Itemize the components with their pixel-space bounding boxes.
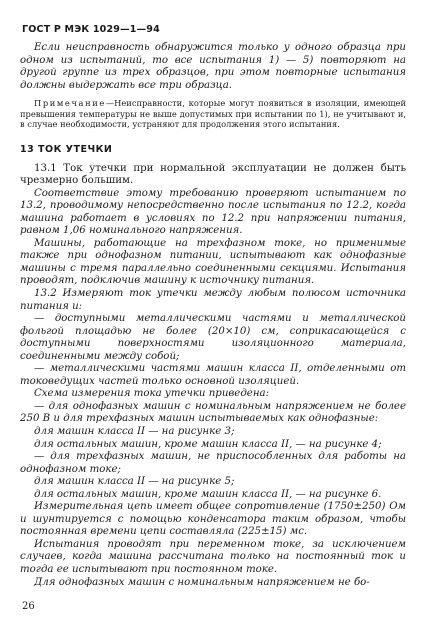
body-paragraph: для остальных машин, кроме машин класса II, — на рисунке 4; [34,438,382,450]
body-paragraph: Схема измерения тока утечки приведена: [34,388,270,400]
intro-paragraph: Если неисправность обнаружится только у одного образца при одном из испытаний, то все испытания 1) — 5) повторяют на другой группе из трех образцов, при этом повторные испытания должны выдержать все три образца. [20,42,406,91]
body-paragraph: — для трехфазных машин, не приспособленных для работы на однофазном токе; [20,451,406,475]
body-paragraph: для остальных машин, кроме машин класса II, — на рисунке 6. [34,488,382,500]
body-paragraph: 13.2 Измеряют ток утечки между любым полюсом источника питания и: [20,287,406,312]
body-paragraph: — для однофазных машин с номинальным напряжением не более 250 В и для трехфазных машин испытываемых как однофазные: [20,400,406,425]
body-paragraph: 13.1 Ток утечки при нормальной эксплуатации не должен быть чрезмерно большим. [20,162,406,187]
standard-header: ГОСТ Р МЭК 1029—1—94 [22,24,160,35]
body-paragraph: для машин класса II — на рисунке 3; [34,426,235,437]
body-paragraph: — металлическими частями машин класса II, отделенными от токоведущих частей только основной изоляцией. [20,363,406,387]
body-paragraph: для машин класса II — на рисунке 5; [34,476,235,488]
body-paragraph: — доступными металлическими частями и металлической фольгой площадью не более (20×10) см, соприкасающейся с доступными поверхностями изоляционного материала, соединенными между собой; [20,313,406,362]
body-paragraph: Измерительная цепь имеет общее сопротивление (1750±250) Ом и шунтируется с помощью конденсатора таким образом, чтобы постоянная времени цепи составляла (225±15) мс. [20,501,406,538]
page-body [20,42,406,589]
body-paragraph: Машины, работающие на трехфазном токе, но применимые также при однофазном питании, испытывают как однофазные машины с тремя параллельно соединенными секциями. Испытания проводят, подключив машину к источнику питания. [20,237,406,287]
note-text: —Неисправности, которые могут появиться в изоляции, имеющей превышения температуры не выше допустимых при испытании по 1), не учитывают и, в случае необходимости, устраняют для продолжения этого испытания. [20,98,406,130]
note-label: Примечание [34,98,106,109]
page-number: 26 [22,601,35,612]
body-paragraph: Для однофазных машин с номинальным напряжением не бо- [34,576,370,588]
note-paragraph [20,98,406,130]
section-title: 13 ТОК УТЕЧКИ [20,143,113,155]
body-paragraph: Соответствие этому требованию проверяют испытанием по 13.2, проводимому непосредственно после испытания по 12.2, когда машина работает в условиях по 12.2 при напряжении питания, равном 1,06 номинального напряжения. [20,187,406,237]
body-paragraph: Испытания проводят при переменном токе, за исключением случаев, когда машина рассчитана только на постоянный ток и тогда ее испытывают при постоянном токе. [20,538,406,576]
paragraph-list [20,163,406,590]
